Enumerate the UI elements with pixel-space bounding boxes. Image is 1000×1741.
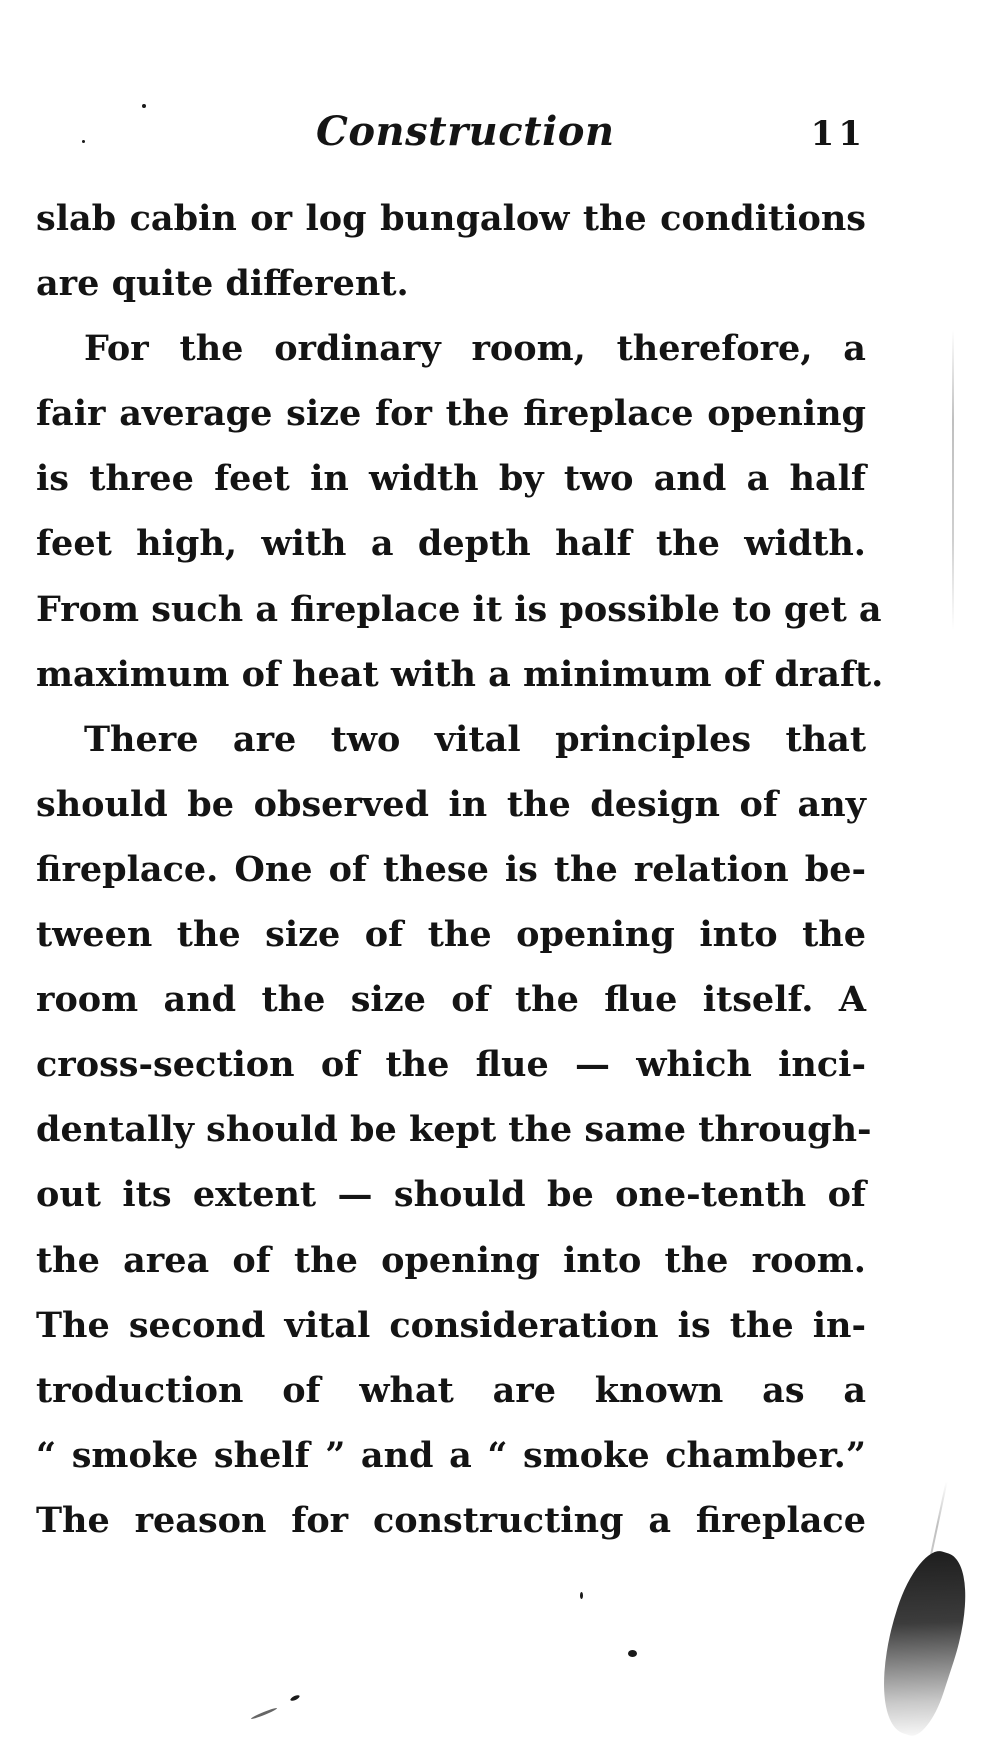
text-line: The reason for constructing a fireplace [36,1499,866,1541]
text-line: the area of the opening into the room. [36,1239,866,1281]
running-title: Construction [316,108,615,155]
margin-shadow [952,330,954,630]
ink-speck [142,104,146,108]
ink-speck [628,1650,637,1657]
page-smudge [861,1544,985,1741]
text-line: fireplace. One of these is the relation be- [36,848,866,890]
ink-speck [580,1592,583,1599]
text-line: is three feet in width by two and a half [36,458,866,500]
text-line: room and the size of the flue itself. A [36,979,866,1021]
ink-speck [290,1694,301,1702]
text-line: From such a fireplace it is possible to get a [36,588,882,630]
body-text [36,186,884,1553]
text-line: out its extent — should be one-tenth of [36,1174,866,1216]
ink-speck [82,140,85,143]
text-line: tween the size of the opening into the [36,914,866,956]
text-line: fair average size for the fireplace opening [36,393,866,435]
text-line: The second vital consideration is the in- [36,1304,866,1346]
page-number: 11 [810,114,866,154]
text-line: troduction of what are known as a [36,1369,866,1411]
text-line: are quite different. [36,263,409,305]
text-line: There are two vital principles that [84,718,866,760]
ink-speck [250,1707,277,1720]
text-line: dentally should be kept the same through- [36,1109,872,1151]
text-line: For the ordinary room, therefore, a [84,328,866,370]
text-line: maximum of heat with a minimum of draft. [36,653,884,695]
running-head [36,108,866,168]
text-line: slab cabin or log bungalow the conditions [36,198,866,239]
text-line: “ smoke shelf ” and a “ smoke chamber.” [36,1434,866,1476]
text-line: should be observed in the design of any [36,783,866,825]
text-line: feet high, with a depth half the width. [36,523,866,565]
text-line: cross-section of the flue — which inci- [36,1044,866,1086]
